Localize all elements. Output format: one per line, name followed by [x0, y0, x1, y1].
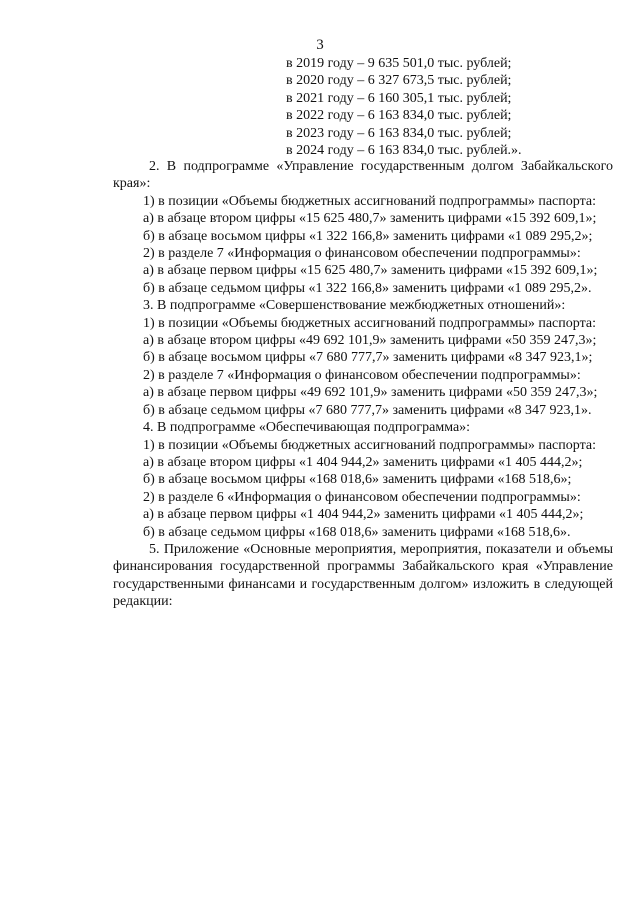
section-5-paragraph: 5. Приложение «Основные мероприятия, мероприятия, показатели и объемы финансирования государственной программы Забайкальского края «Управление государственными финансами и государственным долгом» изложить в следующей редакции: [113, 541, 613, 610]
section-2-item-2b: б) в абзаце седьмом цифры «1 322 166,8» заменить цифрами «1 089 295,2». [143, 280, 592, 296]
section-3-item-2b: б) в абзаце седьмом цифры «7 680 777,7» заменить цифрами «8 347 923,1». [143, 402, 592, 418]
section-2-item-2: 2) в разделе 7 «Информация о финансовом обеспечении подпрограммы»: [143, 246, 581, 262]
section-2-item-1a: а) в абзаце втором цифры «15 625 480,7» заменить цифрами «15 392 609,1»; [143, 211, 597, 227]
section-4-item-2a: а) в абзаце первом цифры «1 404 944,2» заменить цифрами «1 405 444,2»; [143, 507, 584, 523]
section-3-item-2: 2) в разделе 7 «Информация о финансовом обеспечении подпрограммы»: [143, 367, 581, 383]
section-2-heading: 2. В подпрограмме «Управление государственным долгом Забайкальского края»: [113, 159, 613, 192]
section-3-item-1a: а) в абзаце втором цифры «49 692 101,9» заменить цифрами «50 359 247,3»; [143, 333, 597, 349]
section-2-item-2a: а) в абзаце первом цифры «15 625 480,7» заменить цифрами «15 392 609,1»; [143, 263, 598, 279]
section-2-item-1b: б) в абзаце восьмом цифры «1 322 166,8» заменить цифрами «1 089 295,2»; [143, 228, 593, 244]
funding-year-2024: в 2024 году – 6 163 834,0 тыс. рублей.». [286, 143, 522, 159]
document-body [113, 158, 613, 611]
section-3-item-1b: б) в абзаце восьмом цифры «7 680 777,7» заменить цифрами «8 347 923,1»; [143, 350, 593, 366]
funding-year-2023: в 2023 году – 6 163 834,0 тыс. рублей; [286, 125, 512, 141]
section-4-item-2: 2) в разделе 6 «Информация о финансовом обеспечении подпрограммы»: [143, 489, 581, 505]
section-4-item-1b: б) в абзаце восьмом цифры «168 018,6» заменить цифрами «168 518,6»; [143, 472, 572, 488]
section-4-item-2b: б) в абзаце седьмом цифры «168 018,6» заменить цифрами «168 518,6». [143, 524, 571, 540]
section-4-item-1a: а) в абзаце втором цифры «1 404 944,2» заменить цифрами «1 405 444,2»; [143, 454, 583, 470]
section-3-item-2a: а) в абзаце первом цифры «49 692 101,9» заменить цифрами «50 359 247,3»; [143, 385, 598, 401]
section-3-item-1: 1) в позиции «Объемы бюджетных ассигнований подпрограммы» паспорта: [143, 315, 596, 331]
funding-by-year-list [286, 55, 616, 159]
funding-year-2020: в 2020 году – 6 327 673,5 тыс. рублей; [286, 73, 512, 89]
funding-year-2019: в 2019 году – 9 635 501,0 тыс. рублей; [286, 56, 512, 71]
page-number: 3 [316, 37, 324, 53]
funding-year-2022: в 2022 году – 6 163 834,0 тыс. рублей; [286, 108, 512, 124]
funding-year-2021: в 2021 году – 6 160 305,1 тыс. рублей; [286, 90, 512, 106]
section-4-heading: 4. В подпрограмме «Обеспечивающая подпрограмма»: [143, 420, 471, 436]
section-2-item-1: 1) в позиции «Объемы бюджетных ассигнований подпрограммы» паспорта: [143, 193, 596, 209]
section-4-item-1: 1) в позиции «Объемы бюджетных ассигнований подпрограммы» паспорта: [143, 437, 596, 453]
section-3-heading: 3. В подпрограмме «Совершенствование межбюджетных отношений»: [143, 298, 566, 314]
